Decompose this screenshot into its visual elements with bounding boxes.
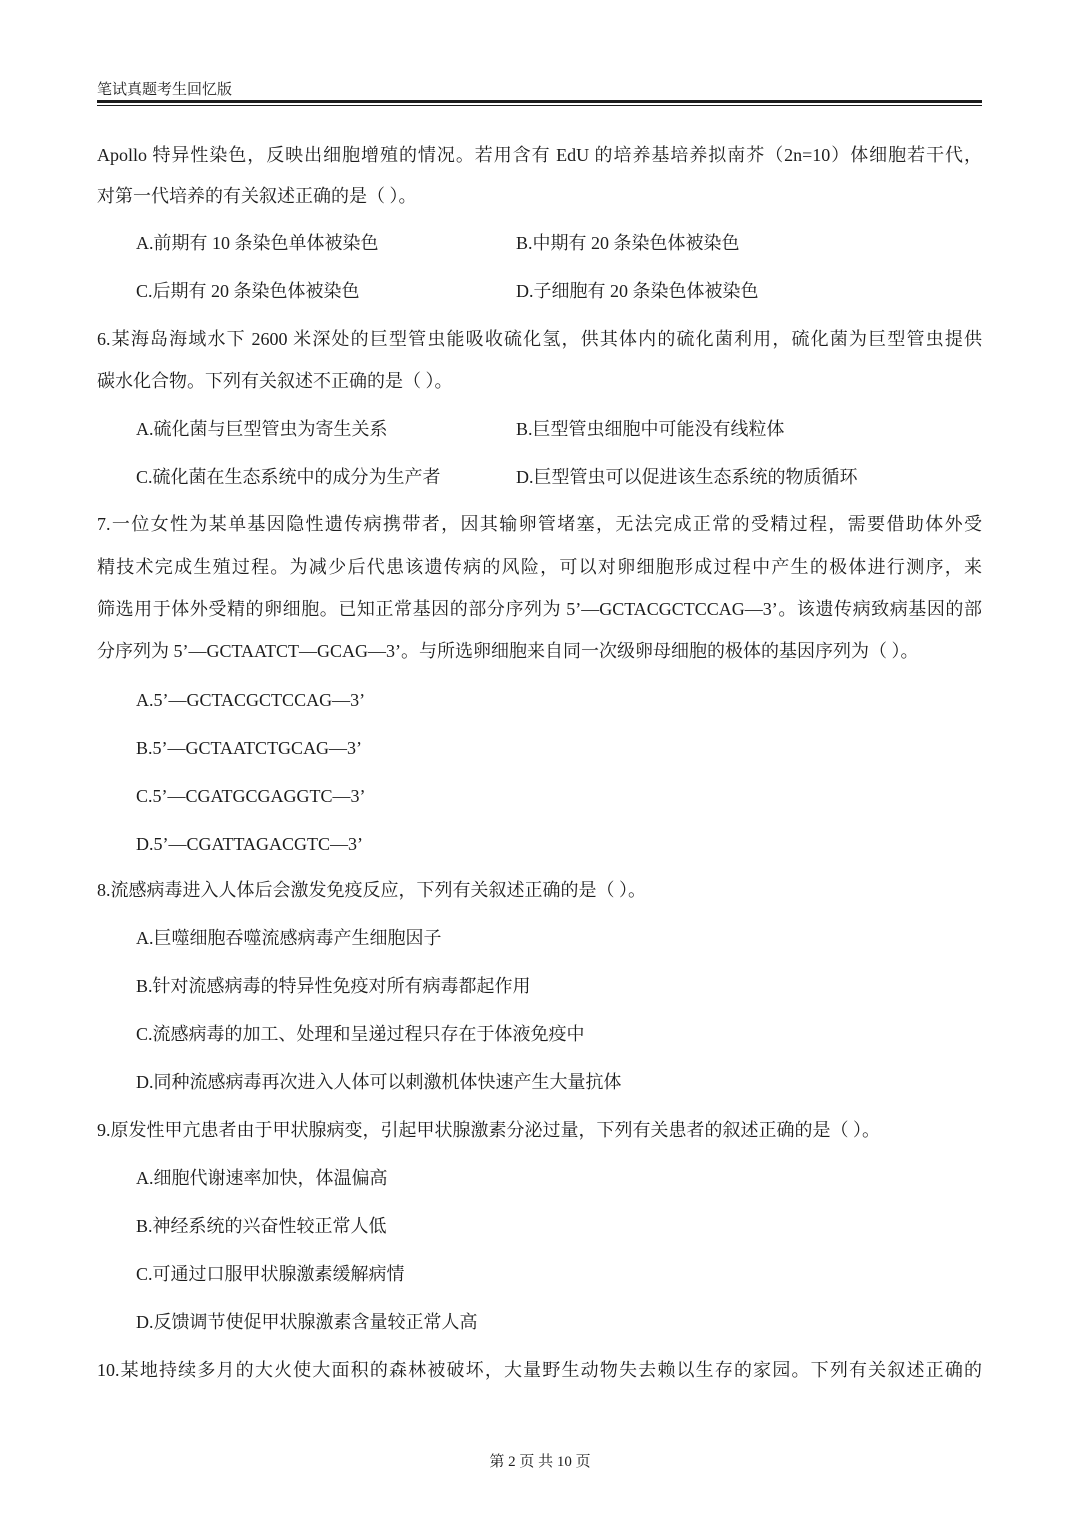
page-header-title: 笔试真题考生回忆版 (97, 82, 233, 98)
q5-option-d: D.子细胞有 20 条染色体被染色 (516, 281, 759, 301)
q7-stem-line: 分序列为 5’—GCTAATCT—GCAG—3’。与所选卵细胞来自同一次级卵母细胞的极体的基因序列为（ ）。 (97, 641, 919, 661)
q8-option-b: B.针对流感病毒的特异性免疫对所有病毒都起作用 (136, 976, 531, 996)
q9-option-c: C.可通过口服甲状腺激素缓解病情 (136, 1264, 405, 1284)
q7-option-c: C.5’—CGATGCGAGGTC—3’ (136, 786, 366, 806)
q6-option-d: D.巨型管虫可以促进该生态系统的物质循环 (516, 467, 858, 487)
q9-stem-line: 9.原发性甲亢患者由于甲状腺病变，引起甲状腺激素分泌过量，下列有关患者的叙述正确的是（ ）。 (97, 1120, 880, 1140)
q6-option-a: A.硫化菌与巨型管虫为寄生关系 (136, 419, 388, 439)
q5-option-c: C.后期有 20 条染色体被染色 (136, 281, 360, 301)
q7-option-b: B.5’—GCTAATCTGCAG—3’ (136, 738, 363, 758)
q5-option-b: B.中期有 20 条染色体被染色 (516, 233, 740, 253)
q7-stem-line: 精技术完成生殖过程。为减少后代患该遗传病的风险，可以对卵细胞形成过程中产生的极体进行测序，来 (97, 557, 982, 577)
q8-option-d: D.同种流感病毒再次进入人体可以刺激机体快速产生大量抗体 (136, 1072, 622, 1092)
page-footer-number: 第 2 页 共 10 页 (489, 1454, 591, 1470)
q8-stem-line: 8.流感病毒进入人体后会激发免疫反应，下列有关叙述正确的是（ ）。 (97, 880, 646, 900)
q10-stem-line: 10.某地持续多月的大火使大面积的森林被破坏，大量野生动物失去赖以生存的家园。下列有关叙述正确的 (97, 1360, 982, 1380)
header-rule-thin (97, 105, 982, 106)
q5-stem-line: 对第一代培养的有关叙述正确的是（ ）。 (97, 186, 417, 206)
q7-option-a: A.5’—GCTACGCTCCAG—3’ (136, 690, 366, 710)
header-rule-thick (97, 100, 982, 103)
q5-stem-line: Apollo 特异性染色，反映出细胞增殖的情况。若用含有 EdU 的培养基培养拟南芥（2n=10）体细胞若干代， (97, 145, 982, 165)
q8-option-c: C.流感病毒的加工、处理和呈递过程只存在于体液免疫中 (136, 1024, 585, 1044)
q8-option-a: A.巨噬细胞吞噬流感病毒产生细胞因子 (136, 928, 442, 948)
q9-option-b: B.神经系统的兴奋性较正常人低 (136, 1216, 387, 1236)
q7-stem-line: 7.一位女性为某单基因隐性遗传病携带者，因其输卵管堵塞，无法完成正常的受精过程，需要借助体外受 (97, 514, 982, 534)
q9-option-d: D.反馈调节使促甲状腺激素含量较正常人高 (136, 1312, 478, 1332)
q6-stem-line: 6.某海岛海域水下 2600 米深处的巨型管虫能吸收硫化氢，供其体内的硫化菌利用，硫化菌为巨型管虫提供 (97, 329, 982, 349)
q7-stem-line: 筛选用于体外受精的卵细胞。已知正常基因的部分序列为 5’—GCTACGCTCCAG—3’。该遗传病致病基因的部 (97, 599, 982, 619)
q6-option-c: C.硫化菌在生态系统中的成分为生产者 (136, 467, 441, 487)
q6-option-b: B.巨型管虫细胞中可能没有线粒体 (516, 419, 785, 439)
q6-stem-line: 碳水化合物。下列有关叙述不正确的是（ ）。 (97, 371, 453, 391)
q5-option-a: A.前期有 10 条染色单体被染色 (136, 233, 379, 253)
q7-option-d: D.5’—CGATTAGACGTC—3’ (136, 834, 364, 854)
q9-option-a: A.细胞代谢速率加快，体温偏高 (136, 1168, 388, 1188)
